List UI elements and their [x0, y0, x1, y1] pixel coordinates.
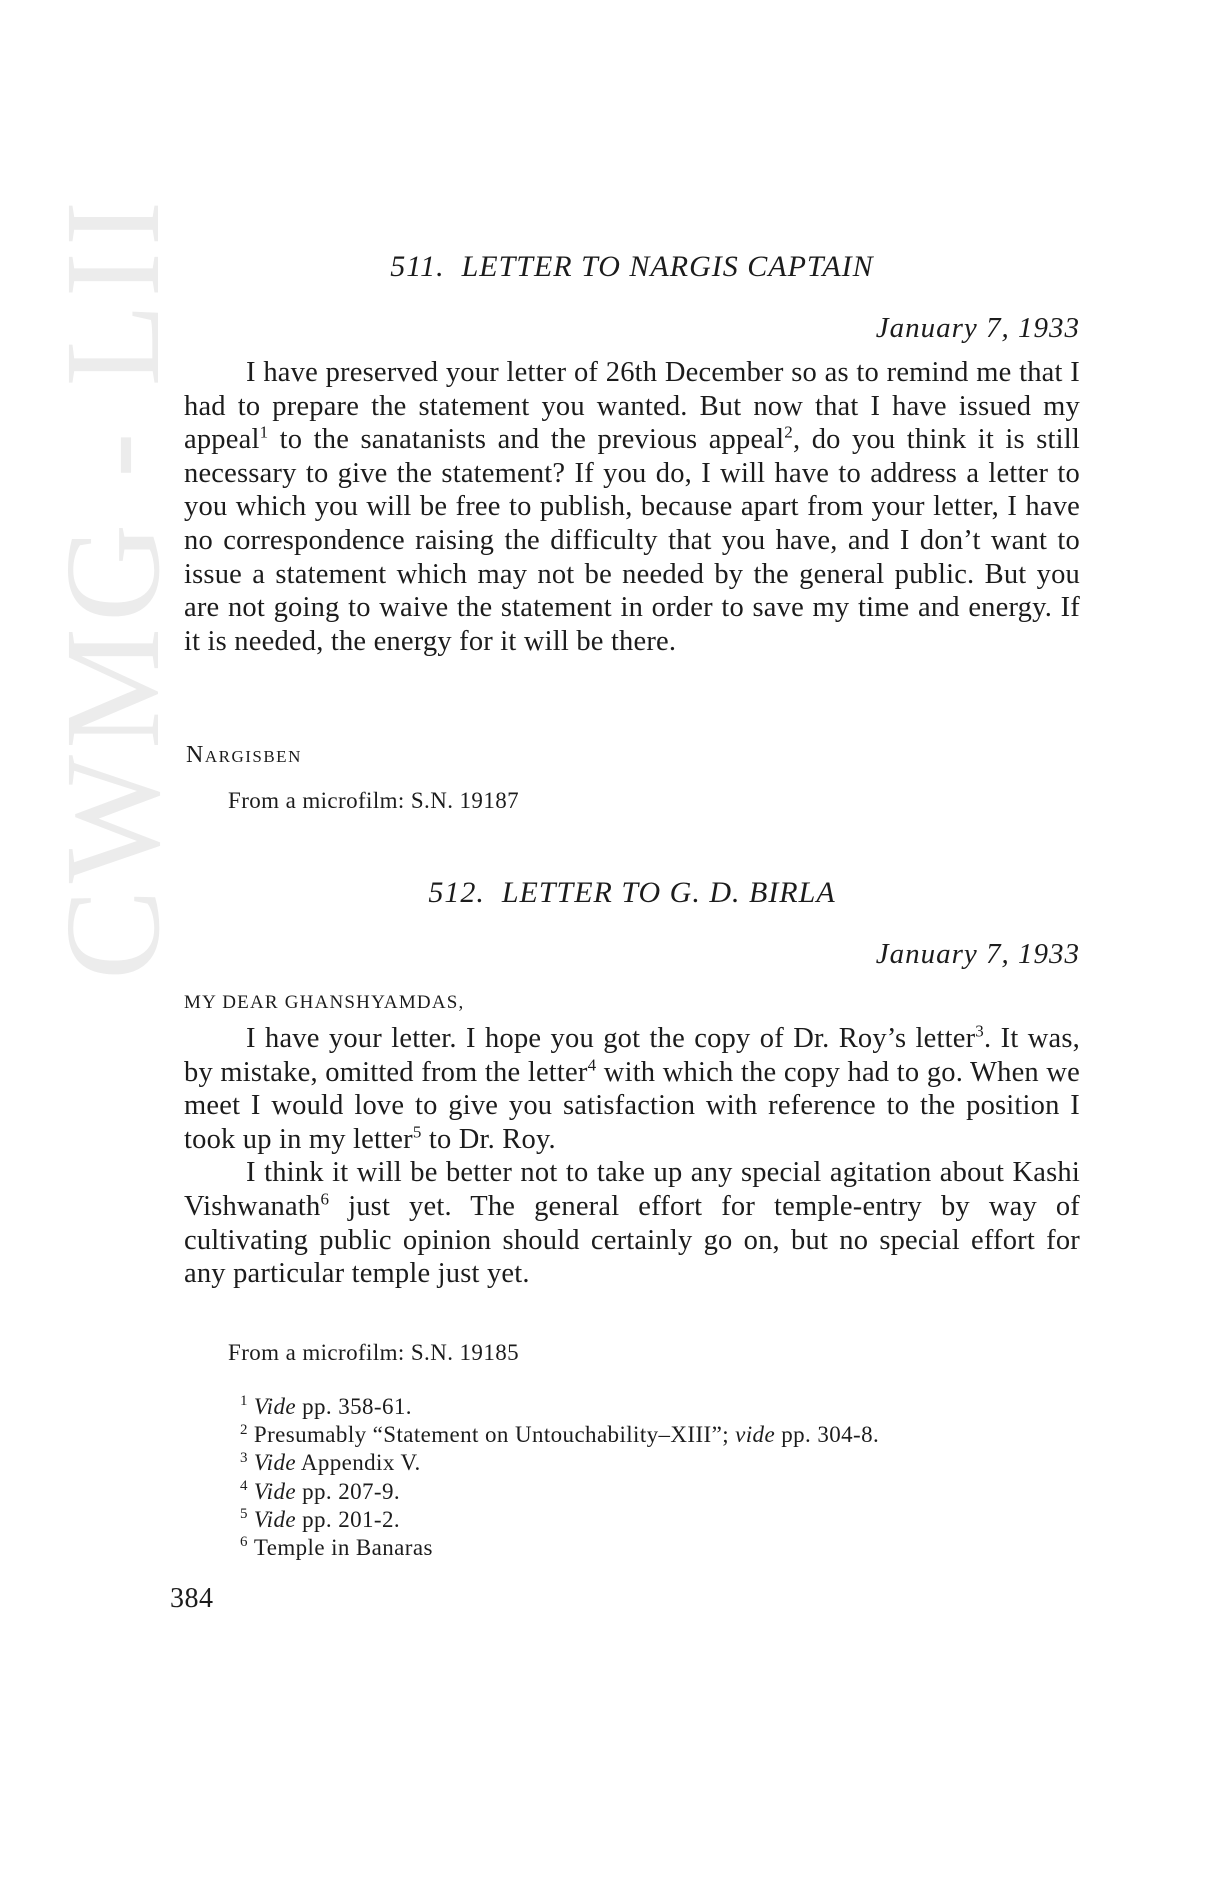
footnote-marker: 4 — [587, 1055, 597, 1075]
letter-511-title: LETTER TO NARGIS CAPTAIN — [461, 250, 874, 283]
letter-512-salutation: MY DEAR GHANSHYAMDAS, — [184, 992, 465, 1013]
footnote-marker: 5 — [412, 1122, 422, 1142]
footnote-marker: 2 — [784, 422, 793, 442]
footnote-number: 6 — [240, 1534, 248, 1551]
paragraph-text: I think it will be better not to take up any special agitation about Kashi Vishwanath — [184, 1157, 1080, 1222]
watermark-text: CWMG - LII — [38, 194, 188, 980]
letter-512-source: From a microfilm: S.N. 19185 — [228, 1340, 520, 1365]
paragraph-text: , do you think it is still necessary to give the statement? If you do, I will have to address a letter to you which you will be free to publish, because apart from your letter, I have no correspondence raising the difficulty that you have, and I don’t want to issue a statement which may not be needed by the general public. But you are not going to waive the statement in order to save my time and energy. If it is needed, the energy for it will be there. — [184, 424, 1080, 657]
footnote-text: pp. 304-8. — [775, 1422, 880, 1448]
footnote-text: pp. 358-61. — [295, 1394, 412, 1419]
footnote-text: pp. 207-9. — [295, 1478, 401, 1504]
footnote — [240, 1421, 1020, 1449]
letter-511-heading — [184, 250, 1080, 284]
letter-512-title: LETTER TO G. D. BIRLA — [501, 876, 836, 909]
paragraph-text: to Dr. Roy. — [421, 1123, 556, 1155]
letter-511-source: From a microfilm: S.N. 19187 — [228, 788, 520, 813]
letter-511-signature: Nargisben — [186, 742, 302, 768]
paragraph-text: with which the copy had to go. When we meet I would love to give you satisfaction with reference to the position I took up in my letter — [184, 1056, 1081, 1155]
footnote-text: vide — [735, 1422, 776, 1448]
paragraph — [184, 1156, 1080, 1290]
footnote-text: Appendix V. — [295, 1450, 421, 1476]
letter-512-heading — [184, 876, 1080, 910]
footnotes — [240, 1393, 1020, 1562]
footnote — [240, 1478, 1020, 1506]
letter-512-body — [184, 1022, 1080, 1291]
footnote-text: Vide — [253, 1478, 296, 1504]
footnote-number: 2 — [240, 1421, 248, 1438]
paragraph — [184, 1022, 1080, 1156]
letter-511-number: 511. — [390, 250, 445, 283]
page-number: 384 — [170, 1583, 214, 1614]
letter-511-date: January 7, 1933 — [875, 312, 1080, 344]
footnote-marker: 6 — [320, 1189, 330, 1209]
footnote-number: 5 — [240, 1506, 248, 1523]
footnote-text: Vide — [253, 1506, 296, 1532]
paragraph-text: I have preserved your letter of 26th December so as to remind me that I had to prepare the statement you wanted. But now that I have issued my appeal — [184, 357, 1080, 456]
paragraph-text: just yet. The general effort for temple-entry by way of cultivating public opinion should certainly go on, but no special effort for any particular temple just yet. — [184, 1190, 1080, 1290]
footnote-number: 3 — [240, 1449, 248, 1466]
footnote-text: Temple in Banaras — [253, 1535, 433, 1561]
letter-511-body — [184, 356, 1080, 658]
paragraph-text: I have your letter. I hope you got the copy of Dr. Roy’s letter — [246, 1023, 976, 1054]
letter-512-date: January 7, 1933 — [875, 938, 1080, 970]
footnote — [240, 1449, 1020, 1477]
footnote-marker: 1 — [259, 422, 269, 442]
paragraph — [184, 356, 1080, 658]
footnote-text: pp. 201-2. — [295, 1506, 401, 1532]
footnote-marker: 3 — [975, 1021, 984, 1041]
paragraph-text: to the sanatanists and the previous appeal — [268, 424, 785, 456]
letter-512-number: 512. — [428, 876, 485, 909]
footnote — [240, 1534, 1020, 1562]
footnote-text: Vide — [253, 1394, 296, 1419]
paragraph-text: . It was, by mistake, omitted from the letter — [184, 1023, 1080, 1088]
footnote-text: Presumably “Statement on Untouchability–XIII”; — [253, 1422, 736, 1448]
footnote-number: 4 — [240, 1477, 248, 1494]
footnote — [240, 1393, 1020, 1421]
footnote — [240, 1506, 1020, 1534]
footnote-text: Vide — [253, 1450, 296, 1476]
footnote-number: 1 — [240, 1393, 248, 1410]
